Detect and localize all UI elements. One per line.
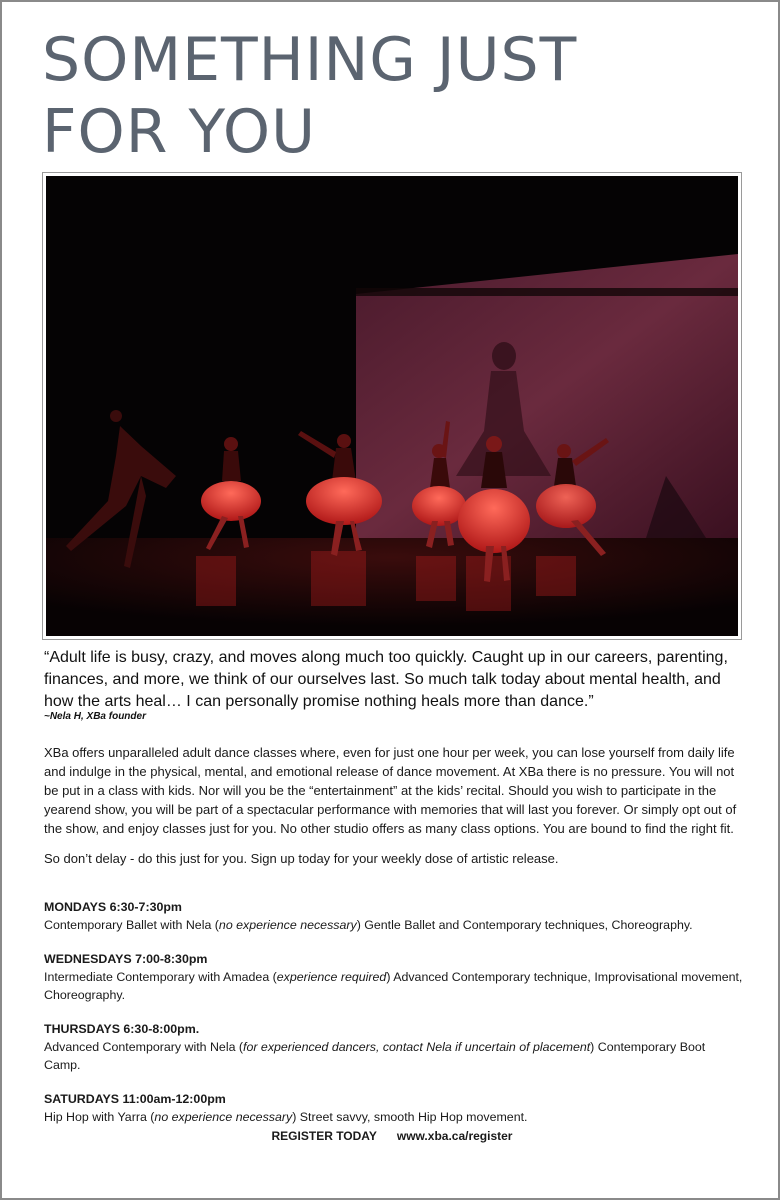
- class-name: Intermediate Contemporary with Amadea (: [44, 970, 277, 984]
- class-note: no experience necessary: [218, 918, 357, 932]
- schedule-item-thursday: [44, 1020, 744, 1074]
- class-note: experience required: [276, 970, 387, 984]
- class-details: ) Advanced Contemporary technique, Improvisational movement, Choreography.: [44, 970, 743, 1002]
- class-details: ) Street savvy, smooth Hip Hop movement.: [292, 1110, 528, 1124]
- schedule-description: [44, 916, 744, 934]
- schedule-day: THURSDAYS 6:30-8:00pm.: [44, 1022, 200, 1036]
- schedule-day: WEDNESDAYS 7:00-8:30pm: [44, 952, 208, 966]
- schedule-description: [44, 1108, 744, 1126]
- headline: [42, 24, 577, 168]
- schedule-day: SATURDAYS 11:00am-12:00pm: [44, 1092, 226, 1106]
- founder-quote: “Adult life is busy, crazy, and moves along much too quickly. Caught up in our careers, parenting, finances, and more, we think of our ourselves last. So much talk today about mental health, and how the arts heal… I can personally promise nothing heals more than dance.”: [44, 649, 728, 710]
- class-details: ) Contemporary Boot Camp.: [44, 1040, 706, 1072]
- headline-line-1: SOMETHING JUST: [42, 25, 578, 95]
- schedule-item-monday: [44, 898, 744, 934]
- class-note: for experienced dancers, contact Nela if uncertain of placement: [243, 1040, 591, 1054]
- body-paragraph-1: XBa offers unparalleled adult dance classes where, even for just one hour per week, you can lose yourself from daily life and indulge in the physical, mental, and emotional release of dance movement. At XBa there is no pressure. You will not be put in a class with kids. Nor will you be the “entertainment” at the kids’ recital. Should you wish to participate in the yearend show, you will be part of a spectacular performance with memories that will last you forever. Or simply opt out of the show, and enjoy classes just for you. No other studio offers as many class options. You are bound to find the right fit.: [44, 745, 737, 836]
- dancers-on-stage-photo: [46, 176, 738, 636]
- schedule-description: [44, 1038, 744, 1074]
- photo-frame: [42, 172, 742, 640]
- class-name: Hip Hop with Yarra (: [44, 1110, 155, 1124]
- register-line: [2, 1129, 780, 1143]
- class-schedule: [44, 898, 744, 1142]
- schedule-item-wednesday: [44, 950, 744, 1004]
- schedule-day: MONDAYS 6:30-7:30pm: [44, 900, 182, 914]
- body-copy: [44, 743, 744, 879]
- headline-line-2: FOR YOU: [42, 97, 317, 167]
- schedule-description: [44, 968, 744, 1004]
- body-paragraph-2: So don’t delay - do this just for you. Sign up today for your weekly dose of artistic release.: [44, 851, 559, 866]
- register-label: REGISTER TODAY: [271, 1129, 377, 1143]
- class-name: Advanced Contemporary with Nela (: [44, 1040, 244, 1054]
- quote-attribution: ~Nela H, XBa founder: [44, 711, 146, 722]
- class-details: ) Gentle Ballet and Contemporary techniques, Choreography.: [356, 918, 693, 932]
- schedule-item-saturday: [44, 1090, 744, 1126]
- stage-illustration: [46, 176, 738, 636]
- class-name: Contemporary Ballet with Nela (: [44, 918, 219, 932]
- class-note: no experience necessary: [154, 1110, 293, 1124]
- register-url[interactable]: www.xba.ca/register: [396, 1129, 513, 1143]
